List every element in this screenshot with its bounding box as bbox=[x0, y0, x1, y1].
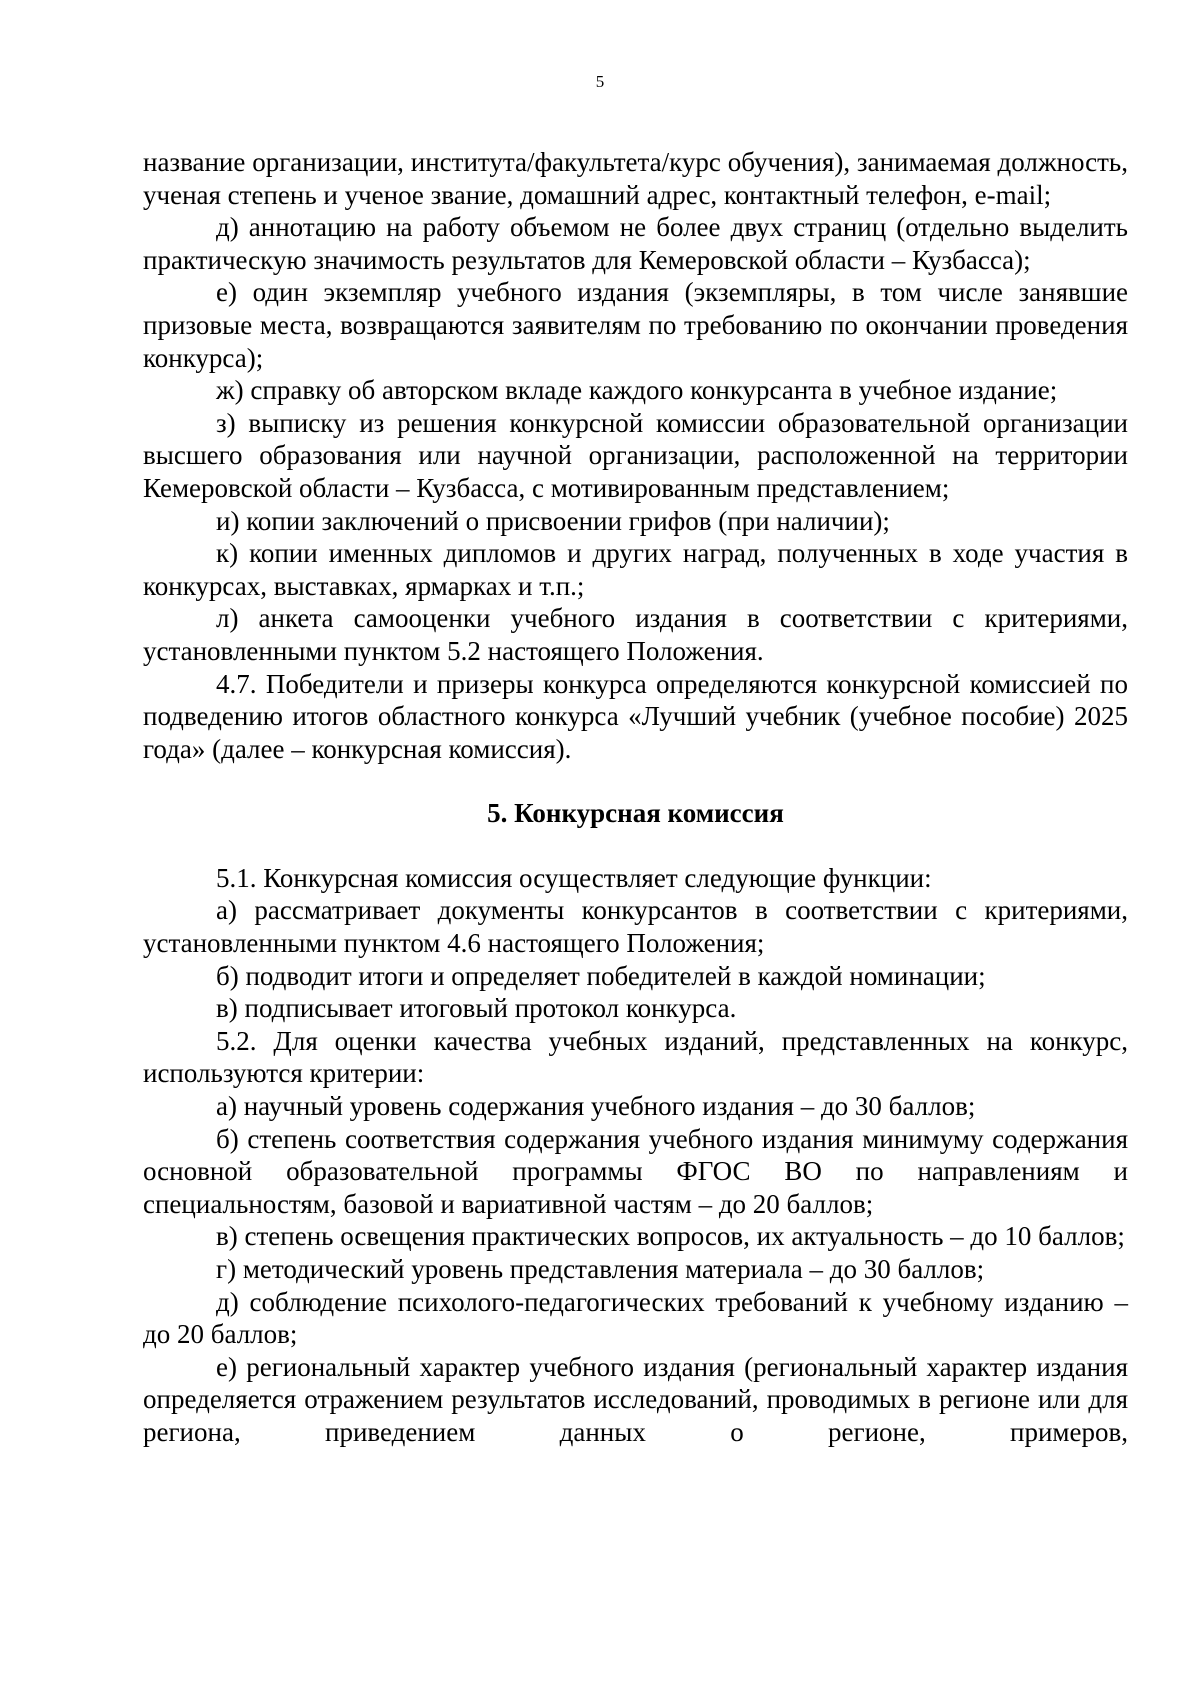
criterion-a: а) научный уровень содержания учебного издания – до 30 баллов; bbox=[216, 1091, 976, 1122]
list-item-k: к) копии именных дипломов и других наград, полученных в ходе участия в конкурсах, выставках, ярмарках и т.п.; bbox=[143, 538, 1128, 601]
list-item-b: б) подводит итоги и определяет победителей в каждой номинации; bbox=[216, 960, 986, 991]
clause-4-7: 4.7. Победители и призеры конкурса определяются конкурсной комиссией по подведению итогов областного конкурса «Лучший учебник (учебное пособие) 2025 года» (далее – конкурсная комиссия). bbox=[143, 668, 1128, 764]
clause-5-1: 5.1. Конкурсная комиссия осуществляет следующие функции: bbox=[216, 862, 932, 893]
paragraph-continuation: название организации, института/факультета/курс обучения), занимаемая должность, ученая степень и ученое звание, домашний адрес, контактный телефон, e-mail; bbox=[143, 147, 1128, 210]
criterion-e: е) региональный характер учебного издания (региональный характер издания определяется отражением результатов исследований, проводимых в регионе или для региона, приведением данных о регионе, примеров, bbox=[143, 1351, 1128, 1447]
list-item-a: а) рассматривает документы конкурсантов в соответствии с критериями, установленными пунктом 4.6 настоящего Положения; bbox=[143, 895, 1128, 959]
list-item-d: д) аннотацию на работу объемом не более двух страниц (отдельно выделить практическую значимость результатов для Кемеровской области – Кузбасса); bbox=[143, 212, 1128, 275]
clause-5-2: 5.2. Для оценки качества учебных изданий, представленных на конкурс, используются критерии: bbox=[143, 1025, 1128, 1089]
list-item-v: в) подписывает итоговый протокол конкурса. bbox=[216, 993, 737, 1024]
list-item-z: з) выписку из решения конкурсной комиссии образовательной организации высшего образования или научной организации, расположенной на территории Кемеровской области – Кузбасса, с мотивированным представлением; bbox=[143, 407, 1128, 503]
criterion-g: г) методический уровень представления материала – до 30 баллов; bbox=[216, 1254, 985, 1284]
criterion-d: д) соблюдение психолого-педагогических требований к учебному изданию – до 20 баллов; bbox=[143, 1286, 1128, 1350]
list-item-zh: ж) справку об авторском вкладе каждого конкурсанта в учебное издание; bbox=[216, 375, 1058, 406]
list-item-i: и) копии заключений о присвоении грифов (при наличии); bbox=[216, 505, 890, 536]
page-number: 5 bbox=[595, 72, 605, 91]
document-body bbox=[143, 146, 1128, 1449]
list-item-e: е) один экземпляр учебного издания (экземпляры, в том числе занявшие призовые места, возвращаются заявителям по требованию по окончании проведения конкурса); bbox=[143, 277, 1128, 373]
list-item-l: л) анкета самооценки учебного издания в соответствии с критериями, установленными пунктом 5.2 настоящего Положения. bbox=[143, 603, 1128, 666]
criterion-v: в) степень освещения практических вопросов, их актуальность – до 10 баллов; bbox=[216, 1221, 1125, 1252]
section-heading: 5. Конкурсная комиссия bbox=[487, 798, 784, 829]
criterion-b: б) степень соответствия содержания учебного издания минимуму содержания основной образовательной программы ФГОС ВО по направлениям и специальностям, базовой и вариативной частям – до 20 баллов; bbox=[143, 1123, 1128, 1219]
